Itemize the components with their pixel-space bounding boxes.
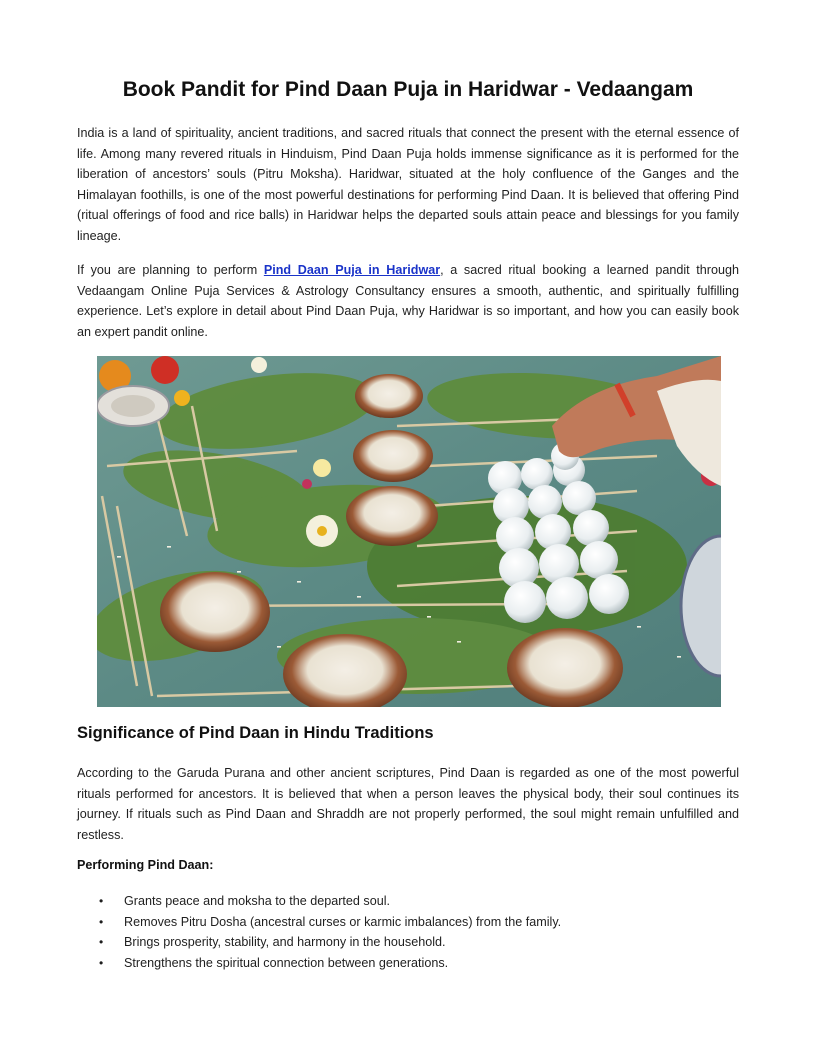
- list-item-text: Grants peace and moksha to the departed soul.: [124, 894, 391, 908]
- bullet-icon: •: [99, 935, 104, 950]
- list-item-text: Brings prosperity, stability, and harmony in the household.: [124, 935, 446, 950]
- intro-paragraph: India is a land of spirituality, ancient traditions, and sacred rituals that connect the present with the eternal essence of life. Among many revered rituals in Hinduism, Pind Daan Puja holds immense significance as it is performed for the liberation of ancestors’ souls (Pitru Moksha). Haridwar, situated at the holy confluence of the Ganges and the Himalayan foothills, is one of the most powerful destinations for performing Pind Daan. It is believed that offering Pind (ritual offerings of food and rice balls) in Haridwar helps the departed souls attain peace and blessings for you family lineage.: [77, 126, 739, 243]
- list-item: [77, 891, 739, 912]
- significance-heading: Significance of Pind Daan in Hindu Traditions: [77, 724, 434, 742]
- list-item-text: Strengthens the spiritual connection between generations.: [124, 955, 449, 970]
- bullet-icon: •: [99, 894, 104, 908]
- bullet-icon: •: [99, 914, 104, 929]
- list-item-text: Removes Pitru Dosha (ancestral curses or karmic imbalances) from the family.: [124, 914, 562, 929]
- planning-text-before-link: If you are planning to perform: [77, 263, 264, 277]
- list-item: [77, 932, 739, 953]
- list-item: [77, 912, 739, 933]
- page-title: Book Pandit for Pind Daan Puja in Haridwar - Vedaangam: [122, 78, 694, 101]
- performing-pind-daan-subheading: Performing Pind Daan:: [77, 858, 214, 872]
- significance-paragraph: According to the Garuda Purana and other ancient scriptures, Pind Daan is regarded as one of the most powerful rituals performed for ancestors. It is believed that when a person leaves the physical body, their soul continues its journey. If rituals such as Pind Daan and Shraddh are not properly performed, the soul might remain unfulfilled and restless.: [77, 766, 739, 842]
- pind-daan-ritual-photo: [97, 356, 721, 707]
- pind-daan-haridwar-link[interactable]: Pind Daan Puja in Haridwar: [263, 263, 441, 277]
- planning-paragraph: [77, 260, 739, 342]
- planning-text-after-link: , a sacred ritual booking a learned pandit through Vedaangam Online Puja Services & Astrology Consultancy ensures a smooth, authentic, and spiritually fulfilling experience. Let’s explore in detail about Pind Daan Puja, why Haridwar is so important, and how you can easily book an expert pandit online.: [77, 263, 740, 339]
- benefits-list: [77, 891, 739, 973]
- list-item: [77, 953, 739, 974]
- bullet-icon: •: [99, 955, 104, 970]
